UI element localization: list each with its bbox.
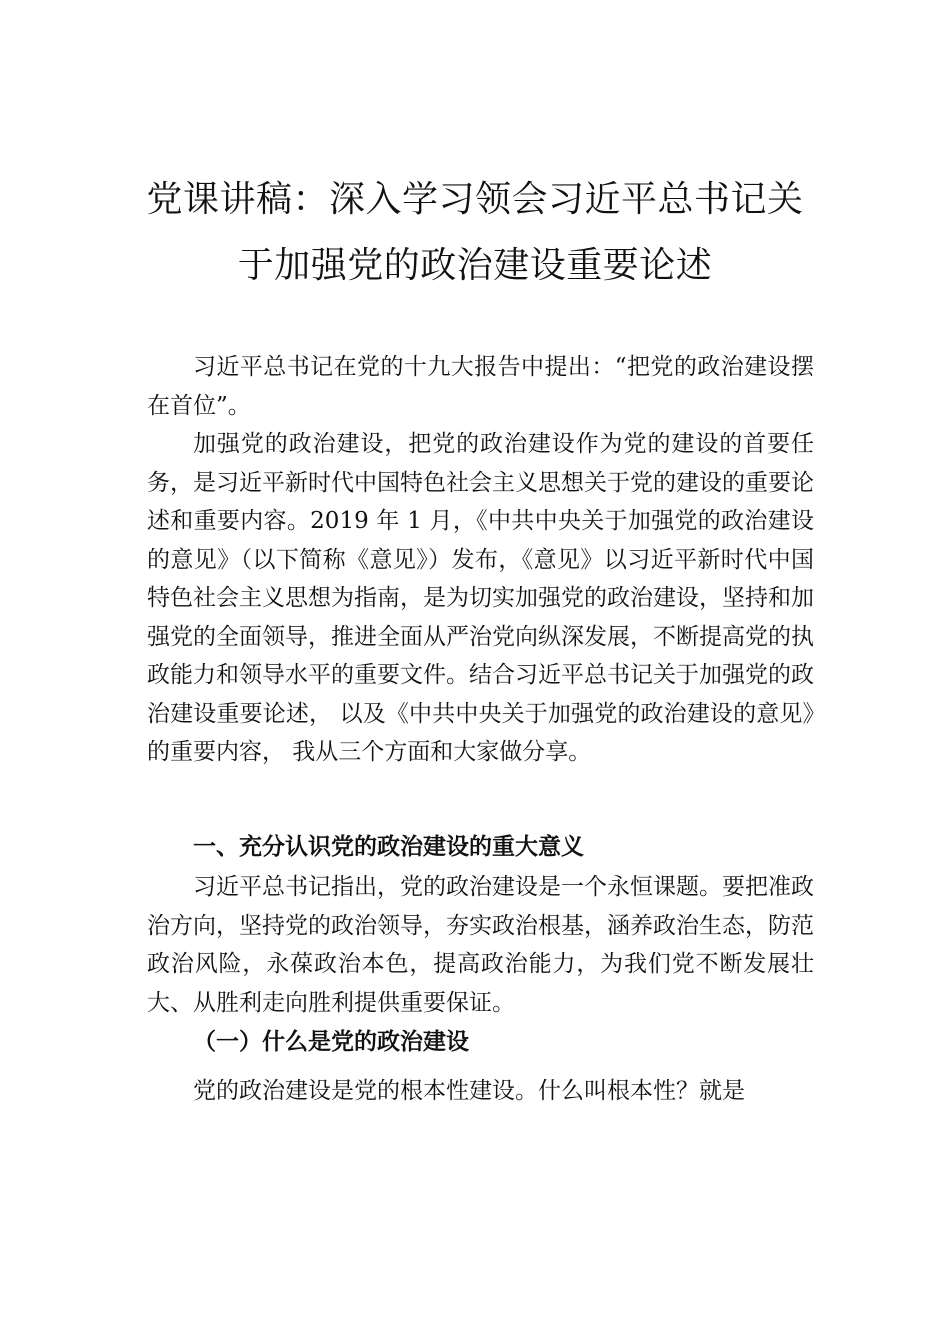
paragraph-2: 加强党的政治建设，把党的政治建设作为党的建设的首要任务，是习近平新时代中国特色社会主义思想关于党的建设的重要论述和重要内容。2019 年 1 月，《中共中央关于加强党的政治建设的意见》（以下简称《意见》）发布，《意见》以习近平新时代中国特色社会主义思想为指南，是为切实加强党的政治建设，坚持和加强党的全面领导，推进全面从严治党向纵深发展，不断提高党的执政能力和领导水平的重要文件。结合习近平总书记关于加强党的政治建设重要论述， 以及《中共中央关于加强党的政治建设的意见》的重要内容， 我从三个方面和大家做分享。 [147, 431, 814, 765]
document-title-line-2: 于加强党的政治建设重要论述 [237, 245, 713, 286]
subsection-heading-1: （一）什么是党的政治建设 [193, 1028, 469, 1055]
paragraph-1: 习近平总书记在党的十九大报告中提出：“把党的政治建设摆在首位”。 [147, 354, 814, 419]
document-title-line-1: 党课讲稿：深入学习领会习近平总书记关 [146, 179, 804, 220]
paragraph-4: 党的政治建设是党的根本性建设。什么叫根本性？就是 [193, 1078, 745, 1104]
section-heading-1: 一、充分认识党的政治建设的重大意义 [193, 834, 584, 860]
paragraph-3: 习近平总书记指出，党的政治建设是一个永恒课题。要把准政治方向，坚持党的政治领导，夯实政治根基，涵养政治生态，防范政治风险，永葆政治本色，提高政治能力，为我们党不断发展壮大、从胜利走向胜利提供重要保证。 [147, 874, 814, 1016]
